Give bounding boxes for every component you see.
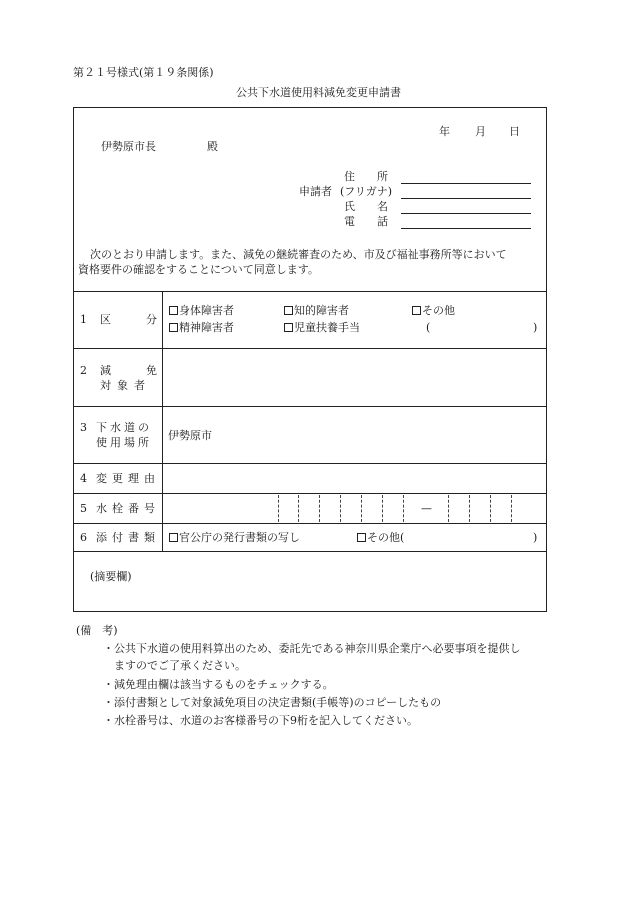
category-label: 分	[146, 313, 157, 326]
addressee: 伊勢原市長	[101, 140, 156, 153]
checkbox-official-documents[interactable]: 官公庁の発行書類の写し	[169, 531, 300, 545]
row-number: 3	[80, 421, 87, 434]
row-number: 1	[80, 313, 87, 326]
checkbox-icon	[169, 306, 178, 315]
form-title: 公共下水道使用料減免変更申請書	[236, 86, 401, 99]
address-label: 住 所	[344, 170, 388, 183]
checkbox-icon	[412, 306, 421, 315]
note-item: ・公共下水道の使用料算出のため、委託先である神奈川県企業庁へ必要事項を提供し	[103, 642, 521, 655]
applicant-label: 申請者	[299, 185, 332, 198]
note-item: ・添付書類として対象減免項目の決定書類(手帳等)のコピーしたもの	[103, 696, 442, 709]
remarks-label: (摘要欄)	[90, 570, 132, 583]
consent-text-line1: 次のとおり申請します。また、減免の継続審査のため、市及び福祉事務所等において	[90, 248, 507, 261]
remarks-field[interactable]	[75, 552, 545, 610]
date-month: 月	[475, 125, 486, 138]
checkbox-icon	[284, 323, 293, 332]
name-field[interactable]	[401, 213, 531, 214]
target-field[interactable]	[163, 349, 546, 406]
application-form	[73, 107, 547, 612]
furigana-field[interactable]	[401, 198, 531, 199]
consent-text-line2: 資格要件の確認をすることについて同意します。	[78, 263, 319, 276]
checkbox-other[interactable]: その他	[412, 304, 455, 318]
notes-heading: (備 考)	[76, 624, 118, 637]
checkbox-physical-disability[interactable]: 身体障害者	[169, 304, 234, 318]
meter-label: 水栓番号	[96, 502, 160, 515]
meter-number-field[interactable]	[163, 494, 546, 523]
row-number: 2	[80, 364, 87, 377]
checkbox-icon	[357, 533, 366, 542]
location-label: 使用場所	[96, 436, 152, 449]
other-paren-open: (	[426, 321, 431, 334]
row-number: 6	[80, 531, 87, 544]
other-paren-close: )	[533, 321, 538, 334]
meter-separator: —	[421, 502, 432, 515]
phone-field[interactable]	[401, 228, 531, 229]
checkbox-intellectual-disability[interactable]: 知的障害者	[284, 304, 349, 318]
target-label: 減	[100, 364, 111, 377]
addressee-suffix: 殿	[207, 140, 218, 153]
row-number: 5	[80, 502, 87, 515]
target-label: 対象者	[100, 379, 151, 392]
furigana-label: (フリガナ)	[340, 185, 393, 198]
note-item: ・減免理由欄は該当するものをチェックする。	[103, 678, 334, 691]
row-divider	[74, 523, 546, 524]
checkbox-icon	[169, 533, 178, 542]
location-label: 下水道の	[96, 421, 152, 434]
checkbox-child-allowance[interactable]: 児童扶養手当	[284, 321, 360, 335]
attachment-paren-close: )	[533, 531, 538, 544]
row-number: 4	[80, 472, 87, 485]
date-day: 日	[509, 125, 520, 138]
name-label: 氏 名	[344, 200, 388, 213]
checkbox-icon	[284, 306, 293, 315]
phone-label: 電 話	[344, 215, 388, 228]
note-item: ・水栓番号は、水道のお客様番号の下9桁を記入してください。	[103, 714, 418, 727]
row-divider	[74, 406, 546, 407]
checkbox-mental-disability[interactable]: 精神障害者	[169, 321, 234, 335]
form-number: 第２１号様式(第１９条関係)	[73, 66, 214, 79]
row-divider	[74, 291, 546, 292]
target-label: 免	[146, 364, 157, 377]
note-item: ますのでご了承ください。	[114, 659, 246, 672]
location-value[interactable]: 伊勢原市	[168, 429, 212, 442]
reason-label: 変更理由	[96, 472, 160, 485]
category-label: 区	[100, 313, 111, 326]
reason-field[interactable]	[163, 464, 546, 493]
attachment-label: 添付書類	[96, 531, 160, 544]
date-year: 年	[439, 125, 450, 138]
checkbox-icon	[169, 323, 178, 332]
checkbox-attachment-other[interactable]: その他(	[357, 531, 404, 545]
address-field[interactable]	[401, 183, 531, 184]
